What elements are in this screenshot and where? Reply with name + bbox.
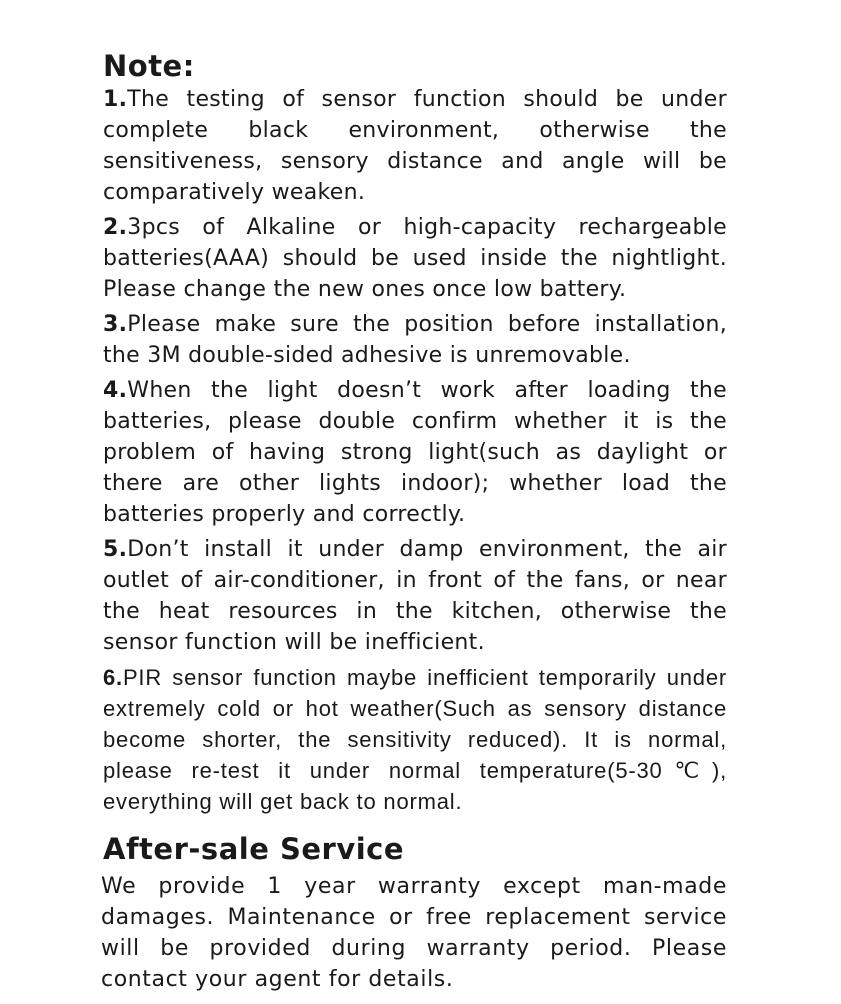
note-item-2 xyxy=(103,212,727,305)
note-item-1-text: The testing of sensor function should be under complete black environment, otherwise the sensitiveness, sensory distance and angle will be comparatively weaken. xyxy=(103,87,727,205)
note-item-4-text: When the light doesn’t work after loading the batteries, please double confirm whether it is the problem of having strong light(such as daylight or there are other lights indoor); whether load the batteries properly and correctly. xyxy=(103,378,727,527)
note-item-5-text: Don’t install it under damp environment, the air outlet of air-conditioner, in front of the fans, or near the heat resources in the kitchen, otherwise the sensor function will be inefficient. xyxy=(103,537,727,655)
note-item-3-number: 3. xyxy=(103,312,128,337)
note-item-3 xyxy=(103,309,727,371)
note-item-4 xyxy=(103,375,727,530)
service-text: We provide 1 year warranty except man-made damages. Maintenance or free replacement service will be provided during warranty period. Please contact your agent for details. xyxy=(101,874,727,992)
note-item-3-text: Please make sure the position before installation, the 3M double-sided adhesive is unremovable. xyxy=(103,312,727,368)
note-item-6 xyxy=(103,662,727,817)
note-item-2-number: 2. xyxy=(103,215,128,240)
note-item-4-number: 4. xyxy=(103,378,128,403)
note-item-6-number: 6. xyxy=(103,665,123,690)
service-heading: After-sale Service xyxy=(103,832,405,866)
note-item-6-text: PIR sensor function maybe inefficient temporarily under extremely cold or hot weather(Such as sensory distance become shorter, the sensitivity reduced). It is normal, please re-test it under normal temperature(5-30℃), everything will get back to normal. xyxy=(103,665,727,814)
note-item-1-number: 1. xyxy=(103,87,128,112)
note-item-1 xyxy=(103,84,727,208)
note-heading: Note: xyxy=(103,49,195,83)
note-item-5-number: 5. xyxy=(103,537,128,562)
note-item-5 xyxy=(103,534,727,658)
instruction-document xyxy=(103,48,727,995)
note-item-2-text: 3pcs of Alkaline or high-capacity rechargeable batteries(AAA) should be used inside the nightlight. Please change the new ones once low battery. xyxy=(103,215,727,302)
